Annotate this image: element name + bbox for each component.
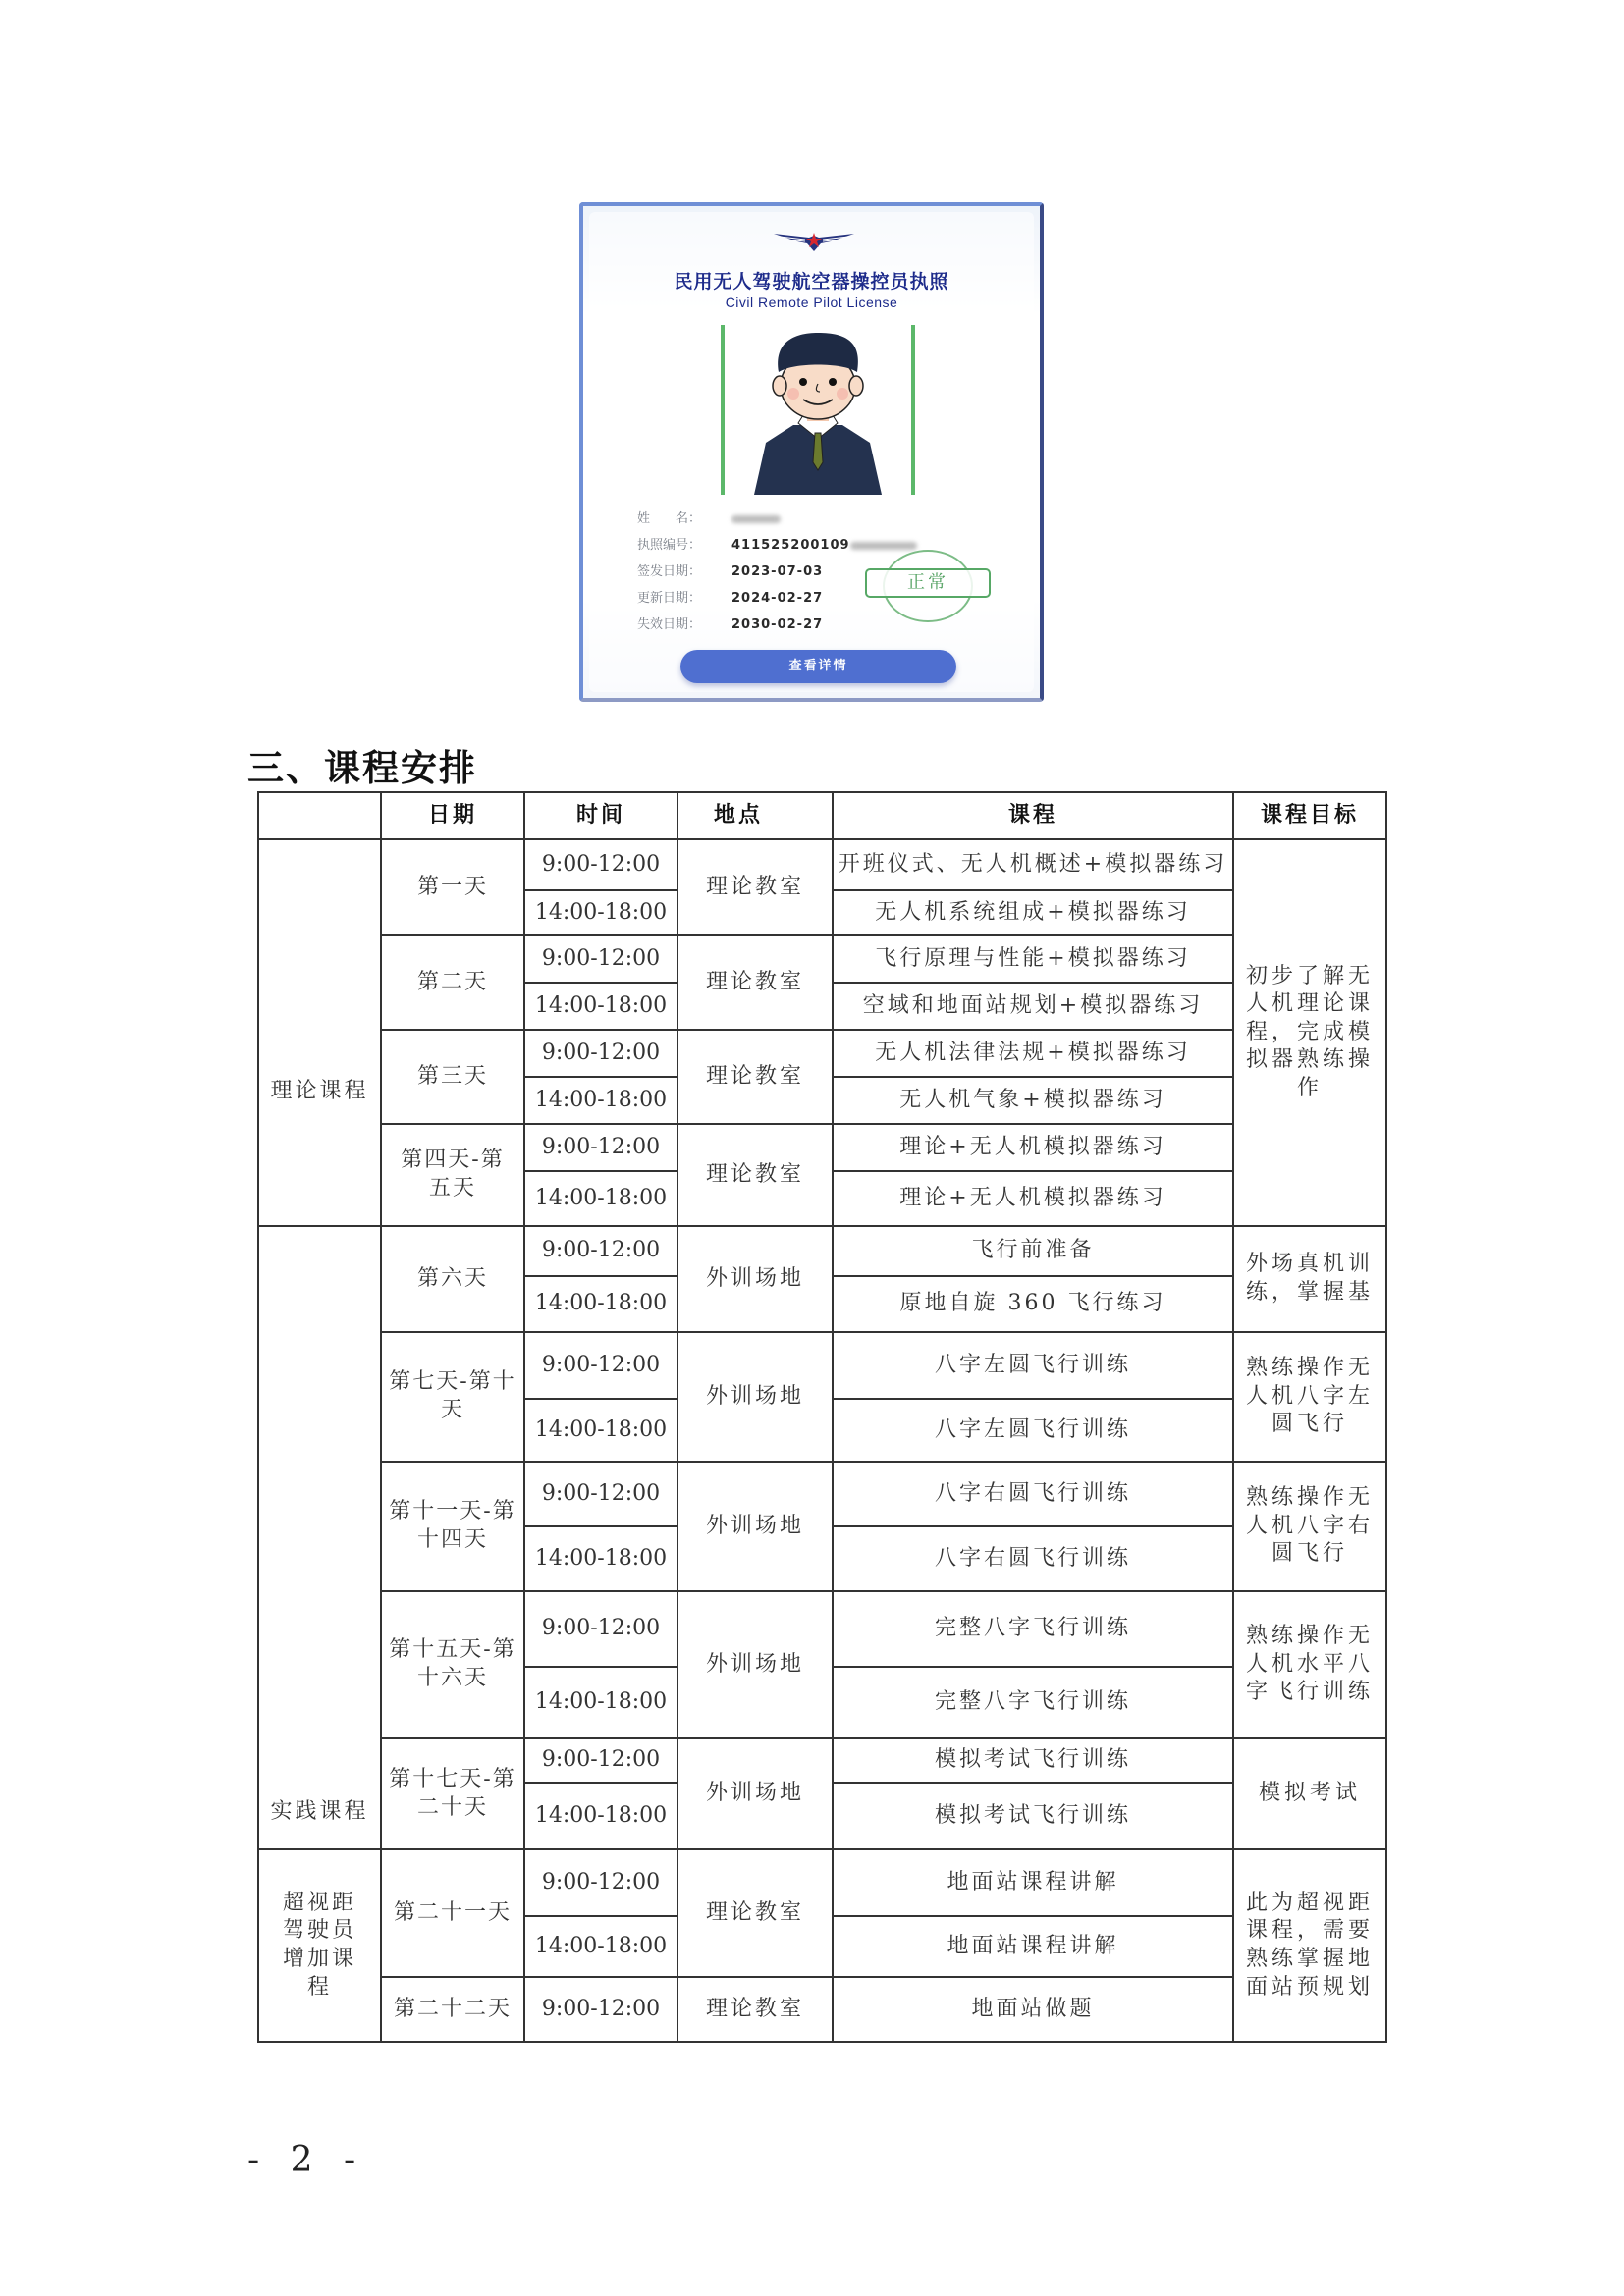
location-cell: 外训场地 — [677, 1738, 833, 1849]
header-course: 课程 — [833, 792, 1233, 839]
course-cell: 无人机系统组成+模拟器练习 — [833, 890, 1233, 935]
course-cell: 地面站课程讲解 — [833, 1916, 1233, 1977]
table-row — [258, 839, 1386, 890]
expiry-date-label: 失效日期： — [637, 617, 702, 632]
table-row — [258, 1124, 1386, 1171]
day-cell: 第十七天-第二十天 — [381, 1738, 524, 1849]
course-cell: 飞行原理与性能+模拟器练习 — [833, 935, 1233, 983]
course-cell: 理论+无人机模拟器练习 — [833, 1124, 1233, 1171]
license-subtitle: Civil Remote Pilot License — [725, 294, 898, 310]
course-cell: 地面站课程讲解 — [833, 1849, 1233, 1916]
time-cell: 9:00-12:00 — [524, 1124, 677, 1171]
redacted-license-number — [850, 542, 917, 550]
table-row — [258, 1591, 1386, 1667]
time-cell: 9:00-12:00 — [524, 839, 677, 890]
location-cell: 外训场地 — [677, 1591, 833, 1738]
day-cell: 第二十二天 — [381, 1977, 524, 2042]
day-cell: 第二天 — [381, 935, 524, 1030]
day-cell: 第六天 — [381, 1226, 524, 1332]
table-row — [258, 1849, 1386, 1916]
time-cell: 14:00-18:00 — [524, 1276, 677, 1332]
status-stamp — [865, 556, 993, 616]
course-cell: 完整八字飞行训练 — [833, 1667, 1233, 1738]
table-header-row — [258, 792, 1386, 839]
goal-day15-16: 熟练操作无人机水平八字飞行训练 — [1233, 1591, 1386, 1738]
table-row — [258, 1462, 1386, 1526]
course-cell: 空域和地面站规划+模拟器练习 — [833, 983, 1233, 1030]
license-number-label: 执照编号： — [637, 538, 702, 553]
course-schedule-table — [257, 791, 1387, 2043]
location-cell: 理论教室 — [677, 1977, 833, 2042]
course-cell: 开班仪式、无人机概述+模拟器练习 — [833, 839, 1233, 890]
license-number-field — [637, 534, 917, 553]
day-cell: 第十五天-第十六天 — [381, 1591, 524, 1738]
day-cell: 第三天 — [381, 1030, 524, 1124]
course-cell: 模拟考试飞行训练 — [833, 1738, 1233, 1783]
course-cell: 无人机气象+模拟器练习 — [833, 1077, 1233, 1124]
day-cell: 第一天 — [381, 839, 524, 935]
time-cell: 9:00-12:00 — [524, 1591, 677, 1667]
course-cell: 八字右圆飞行训练 — [833, 1526, 1233, 1591]
time-cell: 9:00-12:00 — [524, 1226, 677, 1276]
header-goal: 课程目标 — [1233, 792, 1386, 839]
course-cell: 无人机法律法规+模拟器练习 — [833, 1030, 1233, 1077]
time-cell: 14:00-18:00 — [524, 983, 677, 1030]
location-cell: 外训场地 — [677, 1226, 833, 1332]
day-cell: 第十一天-第十四天 — [381, 1462, 524, 1591]
table-row — [258, 1332, 1386, 1399]
location-cell: 外训场地 — [677, 1462, 833, 1591]
course-cell: 理论+无人机模拟器练习 — [833, 1171, 1233, 1226]
view-details-button[interactable]: 查看详情 — [680, 650, 956, 683]
location-cell: 理论教室 — [677, 935, 833, 1030]
time-cell: 14:00-18:00 — [524, 1916, 677, 1977]
table-row — [258, 1226, 1386, 1276]
course-cell: 原地自旋 360 飞行练习 — [833, 1276, 1233, 1332]
category-theory: 理论课程 — [258, 839, 381, 1226]
license-number-value: 411525200109 — [731, 538, 850, 553]
license-title: 民用无人驾驶航空器操控员执照 — [674, 271, 949, 293]
course-cell: 模拟考试飞行训练 — [833, 1783, 1233, 1849]
location-cell: 理论教室 — [677, 1849, 833, 1977]
time-cell: 9:00-12:00 — [524, 935, 677, 983]
time-cell: 9:00-12:00 — [524, 1030, 677, 1077]
header-date: 日期 — [381, 792, 524, 839]
table-row — [258, 1030, 1386, 1077]
time-cell: 14:00-18:00 — [524, 1399, 677, 1462]
section-heading: 三、课程安排 — [247, 746, 477, 789]
pilot-license-card — [579, 202, 1044, 702]
goal-day7-10: 熟练操作无人机八字左圆飞行 — [1233, 1332, 1386, 1462]
expiry-date-field — [637, 614, 823, 632]
issue-date-label: 签发日期： — [637, 564, 702, 579]
category-practice: 实践课程 — [258, 1226, 381, 1849]
time-cell: 9:00-12:00 — [524, 1738, 677, 1783]
issue-date-value: 2023-07-03 — [731, 564, 824, 579]
day-cell: 第四天-第五天 — [381, 1124, 524, 1226]
location-cell: 理论教室 — [677, 1030, 833, 1124]
header-location: 地点 — [677, 792, 833, 839]
table-row — [258, 935, 1386, 983]
goal-theory: 初步了解无人机理论课程，完成模拟器熟练操作 — [1233, 839, 1386, 1226]
renewal-date-value: 2024-02-27 — [731, 591, 824, 606]
goal-day11-14: 熟练操作无人机八字右圆飞行 — [1233, 1462, 1386, 1591]
location-cell: 理论教室 — [677, 839, 833, 935]
name-label: 姓 名： — [637, 511, 702, 526]
location-cell: 理论教室 — [677, 1124, 833, 1226]
course-cell: 八字左圆飞行训练 — [833, 1332, 1233, 1399]
goal-day6: 外场真机训练，掌握基 — [1233, 1226, 1386, 1332]
course-cell: 飞行前准备 — [833, 1226, 1233, 1276]
expiry-date-value: 2030-02-27 — [731, 617, 824, 632]
issue-date-field — [637, 561, 823, 579]
course-cell: 八字右圆飞行训练 — [833, 1462, 1233, 1526]
time-cell: 14:00-18:00 — [524, 1077, 677, 1124]
cartoon-pilot-icon — [725, 325, 911, 495]
time-cell: 14:00-18:00 — [524, 1783, 677, 1849]
time-cell: 9:00-12:00 — [524, 1332, 677, 1399]
time-cell: 14:00-18:00 — [524, 890, 677, 935]
time-cell: 9:00-12:00 — [524, 1977, 677, 2042]
header-category — [258, 792, 381, 839]
name-field — [637, 507, 781, 526]
time-cell: 14:00-18:00 — [524, 1667, 677, 1738]
header-time: 时间 — [524, 792, 677, 839]
time-cell: 14:00-18:00 — [524, 1171, 677, 1226]
time-cell: 9:00-12:00 — [524, 1849, 677, 1916]
category-bvlos: 超视距驾驶员增加课程 — [258, 1849, 381, 2042]
day-cell: 第七天-第十天 — [381, 1332, 524, 1462]
table-row — [258, 1738, 1386, 1783]
redacted-name — [731, 515, 781, 523]
time-cell: 14:00-18:00 — [524, 1526, 677, 1591]
page-number: - 2 - — [247, 2140, 366, 2180]
time-cell: 9:00-12:00 — [524, 1462, 677, 1526]
renewal-date-field — [637, 587, 823, 606]
renewal-date-label: 更新日期： — [637, 591, 702, 606]
table-row — [258, 1977, 1386, 2042]
course-cell: 八字左圆飞行训练 — [833, 1399, 1233, 1462]
pilot-avatar — [721, 325, 915, 495]
goal-day17-20: 模拟考试 — [1233, 1738, 1386, 1849]
course-cell: 地面站做题 — [833, 1977, 1233, 2042]
location-cell: 外训场地 — [677, 1332, 833, 1462]
course-cell: 完整八字飞行训练 — [833, 1591, 1233, 1667]
status-badge: 正常 — [865, 568, 991, 598]
day-cell: 第二十一天 — [381, 1849, 524, 1977]
caac-wings-logo-icon — [772, 230, 856, 255]
goal-bvlos: 此为超视距课程，需要熟练掌握地面站预规划 — [1233, 1849, 1386, 2042]
